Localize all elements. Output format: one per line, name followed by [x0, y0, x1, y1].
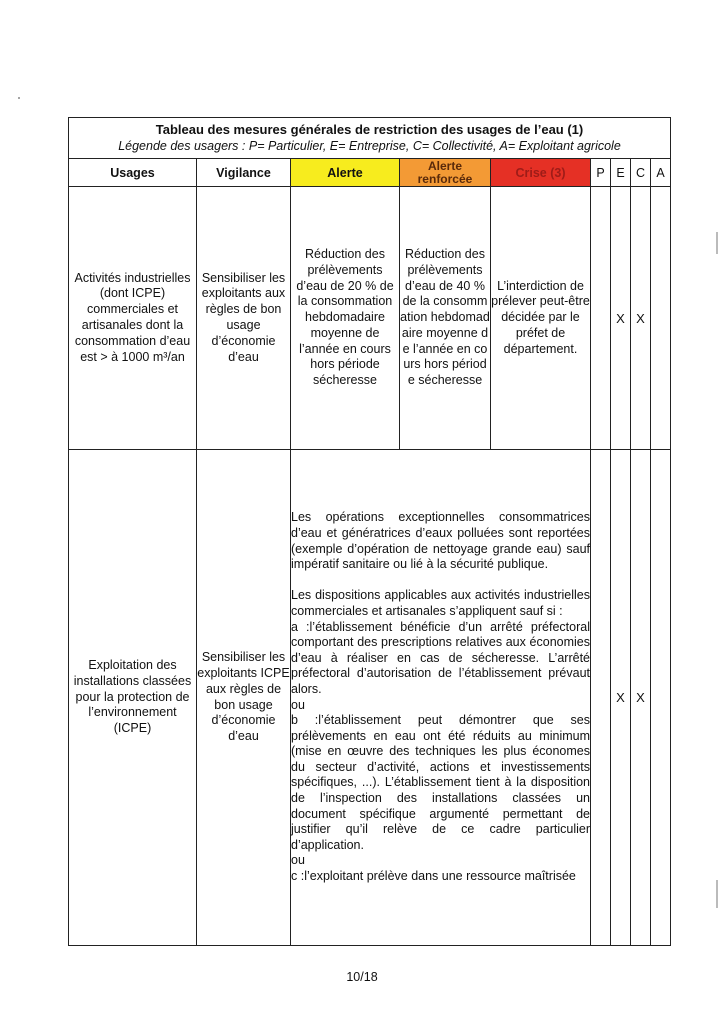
table-title: Tableau des mesures générales de restriction des usages de l’eau (1) [155, 122, 584, 137]
mark-p [591, 450, 611, 946]
mark-e: X [611, 450, 631, 946]
mark-a [651, 187, 671, 450]
measure-paragraph: b :l’établissement peut démontrer que ses prélèvements en eau ont été réduits au minimum (mise en œuvre des techniques les plus économes du secteur d’activité, actions et investissements spécifiques, ...). L’établissement tient à la disposition de l’inspection des installations classées un document spécifique argumenté permettant de justifier qu’il relève de ce cadre particulier d’application. [291, 713, 590, 852]
header-c: C [631, 159, 651, 187]
table-legend: Légende des usagers : P= Particulier, E= Entreprise, C= Collectivité, A= Exploitant agricole [118, 139, 621, 153]
table-row [69, 187, 671, 450]
measure-paragraph: Les opérations exceptionnelles consommatrices d’eau et génératrices d’eaux polluées sont reportées (exemple d’opération de nettoyage grande eau) sauf impératif sanitaire ou lié à la sécurité publique. [291, 510, 590, 572]
measure-paragraph: a :l’établissement bénéficie d’un arrêté préfectoral comportant des prescriptions relatives aux économies d’eau à réaliser en cas de sécheresse. L’arrêté préfectoral d’autorisation de l’établissement prévaut alors. [291, 619, 590, 696]
header-e: E [611, 159, 631, 187]
page-number: 10/18 [346, 970, 378, 984]
mark-e: X [611, 187, 631, 450]
table-row [69, 450, 671, 946]
header-vigilance: Vigilance [197, 159, 291, 187]
scan-edge-mark [716, 880, 718, 908]
header-row [69, 159, 671, 187]
mark-p [591, 187, 611, 450]
header-p: P [591, 159, 611, 187]
vigilance-cell: Sensibiliser les exploitants aux règles de bon usage d’économie d’eau [197, 187, 291, 450]
scan-edge-mark [716, 232, 718, 254]
mark-a [651, 450, 671, 946]
usage-cell: Activités industrielles (dont ICPE) commerciales et artisanales dont la consommation d’eau est > à 1000 m³/an [69, 187, 197, 450]
measures-cell [291, 450, 591, 946]
measure-connector: ou [291, 853, 305, 868]
header-alerte: Alerte [291, 159, 400, 187]
measure-paragraph: Les dispositions applicables aux activités industrielles commerciales et artisanales s’appliquent sauf si : [291, 588, 590, 618]
crise-cell: L’interdiction de prélever peut-être décidée par le préfet de département. [491, 187, 591, 450]
scan-speck [18, 97, 20, 99]
alerte-cell: Réduction des prélèvements d’eau de 20 % de la consommation hebdomadaire moyenne de l’année en cours hors période sécheresse [291, 187, 400, 450]
restriction-table [68, 117, 671, 946]
header-crise: Crise (3) [491, 159, 591, 187]
header-alerte-renforcee: Alerte renforcée [400, 159, 491, 187]
mark-c: X [631, 450, 651, 946]
measure-paragraph: c :l’exploitant prélève dans une ressource maîtrisée [291, 869, 576, 884]
vigilance-cell: Sensibiliser les exploitants ICPE aux règles de bon usage d’économie d’eau [197, 450, 291, 946]
mark-c: X [631, 187, 651, 450]
header-usages: Usages [69, 159, 197, 187]
header-a: A [651, 159, 671, 187]
measure-connector: ou [291, 697, 305, 712]
alerte-renforcee-cell: Réduction des prélèvements d’eau de 40 % de la consommation hebdomadaire moyenne de l’année en cours hors période sécheresse [400, 187, 491, 450]
table-title-cell [69, 118, 671, 159]
usage-cell: Exploitation des installations classées pour la protection de l’environnement (ICPE) [69, 450, 197, 946]
